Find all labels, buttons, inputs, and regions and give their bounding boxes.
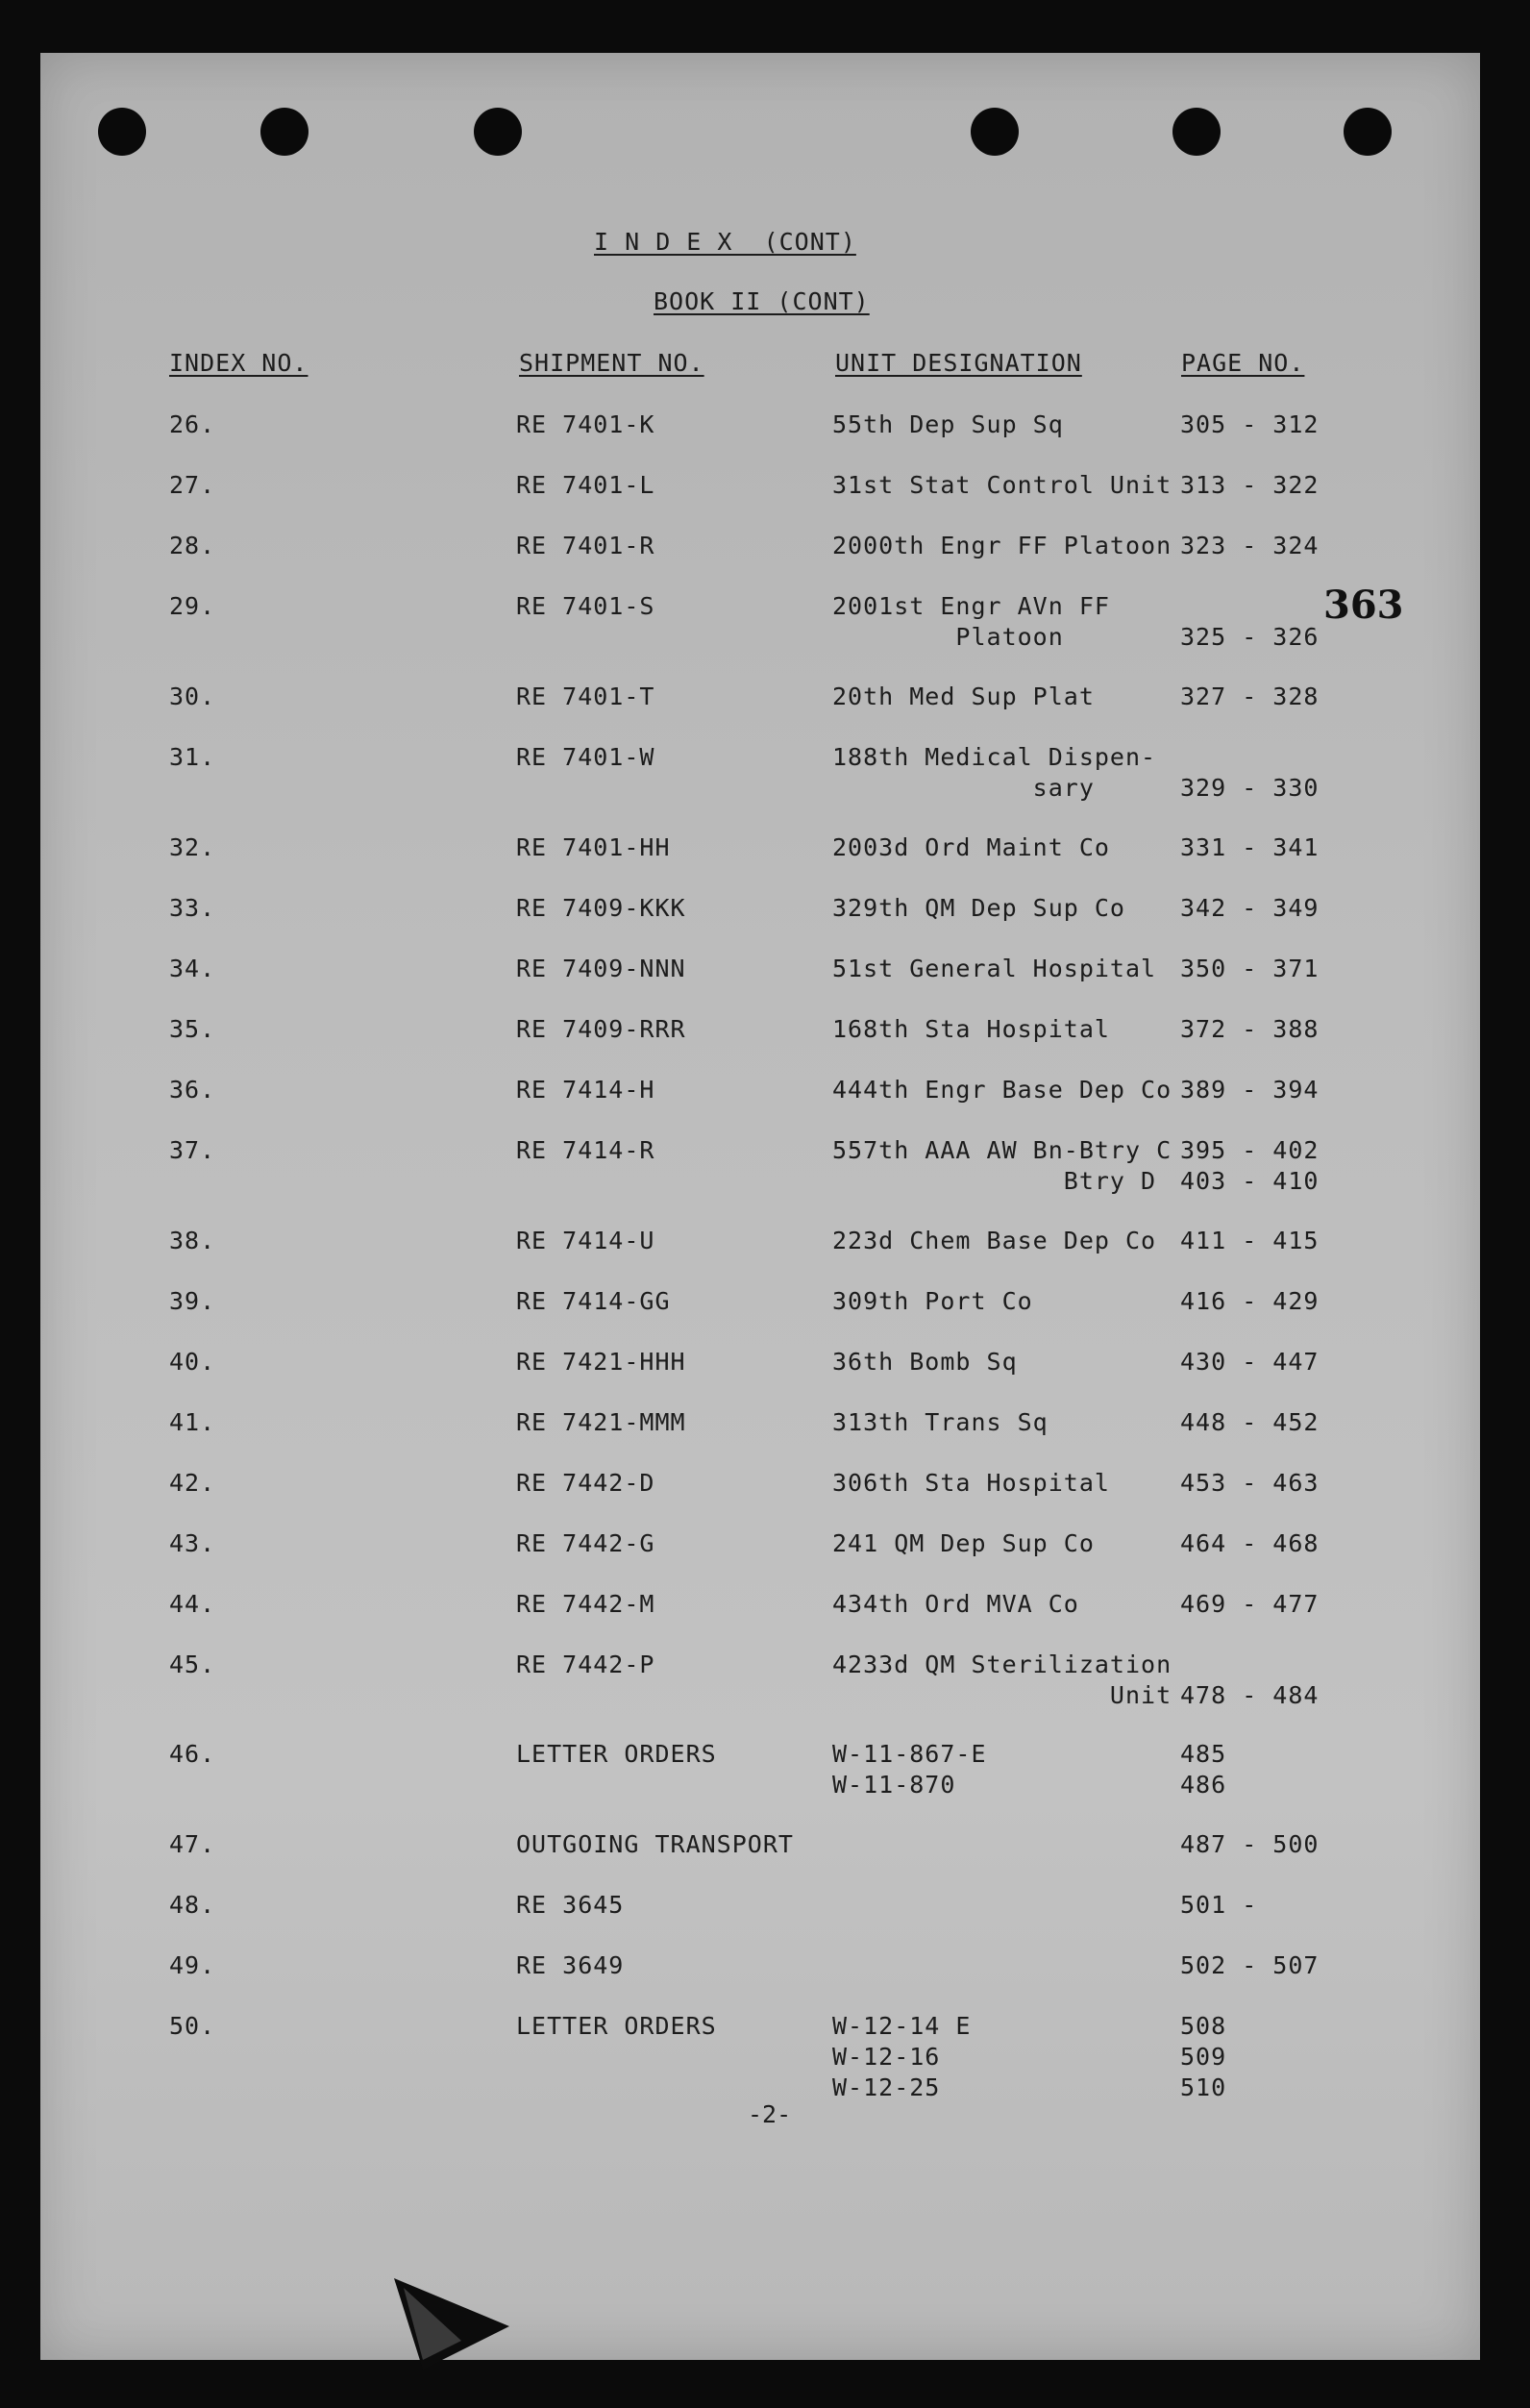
row-page-range: 313 - 322 xyxy=(1180,471,1320,499)
punch-hole xyxy=(474,108,522,156)
row-index: 29. xyxy=(169,592,216,620)
row-page-range: 389 - 394 xyxy=(1180,1076,1320,1104)
row-index: 26. xyxy=(169,410,216,438)
row-shipment: RE 7401-W xyxy=(516,743,655,771)
row-index: 45. xyxy=(169,1651,216,1678)
row-index: 39. xyxy=(169,1287,216,1315)
row-shipment: RE 7421-MMM xyxy=(516,1408,686,1436)
row-page-range: 469 - 477 xyxy=(1180,1590,1320,1618)
row-unit-designation: Btry D xyxy=(832,1167,1157,1195)
row-unit-designation: W-12-14 E xyxy=(832,2012,972,2040)
row-shipment: RE 7442-D xyxy=(516,1469,655,1497)
punch-hole xyxy=(98,108,146,156)
row-unit-designation: 444th Engr Base Dep Co xyxy=(832,1076,1172,1104)
row-shipment: RE 3645 xyxy=(516,1891,625,1919)
row-page-range: 464 - 468 xyxy=(1180,1529,1320,1557)
row-page-range: 486 xyxy=(1180,1771,1227,1799)
row-shipment: RE 7401-T xyxy=(516,683,655,710)
page-number: -2- xyxy=(748,2100,792,2128)
row-page-range: 509 xyxy=(1180,2043,1227,2071)
row-unit-designation: W-12-25 xyxy=(832,2073,941,2101)
row-unit-designation: 51st General Hospital xyxy=(832,955,1157,982)
stamp-number: 363 xyxy=(1323,583,1404,628)
page-subtitle: BOOK II (CONT) xyxy=(654,287,870,315)
column-header-page: PAGE NO. xyxy=(1181,349,1305,377)
document-page xyxy=(40,53,1480,2360)
row-shipment: LETTER ORDERS xyxy=(516,1740,717,1768)
row-unit-designation: 2000th Engr FF Platoon xyxy=(832,532,1172,559)
row-shipment: RE 7401-S xyxy=(516,592,655,620)
row-unit-designation: 31st Stat Control Unit xyxy=(832,471,1172,499)
row-shipment: RE 7401-R xyxy=(516,532,655,559)
row-index: 44. xyxy=(169,1590,216,1618)
row-shipment: LETTER ORDERS xyxy=(516,2012,717,2040)
row-index: 37. xyxy=(169,1136,216,1164)
row-index: 31. xyxy=(169,743,216,771)
row-page-range: 416 - 429 xyxy=(1180,1287,1320,1315)
row-unit-designation: 36th Bomb Sq xyxy=(832,1348,1018,1376)
row-index: 40. xyxy=(169,1348,216,1376)
row-page-range: 372 - 388 xyxy=(1180,1015,1320,1043)
punch-hole xyxy=(1172,108,1221,156)
row-index: 34. xyxy=(169,955,216,982)
page-title: I N D E X (CONT) xyxy=(594,228,856,256)
row-unit-designation: 329th QM Dep Sup Co xyxy=(832,894,1125,922)
row-page-range: 501 - xyxy=(1180,1891,1258,1919)
row-shipment: OUTGOING TRANSPORT xyxy=(516,1830,794,1858)
row-index: 43. xyxy=(169,1529,216,1557)
row-index: 47. xyxy=(169,1830,216,1858)
row-unit-designation: 168th Sta Hospital xyxy=(832,1015,1110,1043)
row-index: 49. xyxy=(169,1951,216,1979)
row-page-range: 323 - 324 xyxy=(1180,532,1320,559)
row-index: 30. xyxy=(169,683,216,710)
row-index: 36. xyxy=(169,1076,216,1104)
row-unit-designation: 241 QM Dep Sup Co xyxy=(832,1529,1095,1557)
row-shipment: RE 7442-M xyxy=(516,1590,655,1618)
row-index: 27. xyxy=(169,471,216,499)
row-shipment: RE 3649 xyxy=(516,1951,625,1979)
row-index: 42. xyxy=(169,1469,216,1497)
row-page-range: 342 - 349 xyxy=(1180,894,1320,922)
row-index: 50. xyxy=(169,2012,216,2040)
row-shipment: RE 7421-HHH xyxy=(516,1348,686,1376)
row-index: 48. xyxy=(169,1891,216,1919)
row-page-range: 478 - 484 xyxy=(1180,1681,1320,1709)
row-unit-designation: 306th Sta Hospital xyxy=(832,1469,1110,1497)
row-page-range: 325 - 326 xyxy=(1180,623,1320,651)
row-page-range: 487 - 500 xyxy=(1180,1830,1320,1858)
row-page-range: 331 - 341 xyxy=(1180,833,1320,861)
row-unit-designation: 434th Ord MVA Co xyxy=(832,1590,1079,1618)
row-page-range: 411 - 415 xyxy=(1180,1227,1320,1254)
row-unit-designation: 2001st Engr AVn FF xyxy=(832,592,1110,620)
row-page-range: 329 - 330 xyxy=(1180,774,1320,802)
row-shipment: RE 7409-RRR xyxy=(516,1015,686,1043)
row-shipment: RE 7414-R xyxy=(516,1136,655,1164)
row-unit-designation: 188th Medical Dispen- xyxy=(832,743,1157,771)
row-index: 38. xyxy=(169,1227,216,1254)
row-shipment: RE 7442-G xyxy=(516,1529,655,1557)
row-unit-designation: 20th Med Sup Plat xyxy=(832,683,1095,710)
row-unit-designation: 557th AAA AW Bn-Btry C xyxy=(832,1136,1172,1164)
row-page-range: 395 - 402 xyxy=(1180,1136,1320,1164)
row-shipment: RE 7401-L xyxy=(516,471,655,499)
column-header-index: INDEX NO. xyxy=(169,349,308,377)
row-page-range: 508 xyxy=(1180,2012,1227,2040)
row-page-range: 510 xyxy=(1180,2073,1227,2101)
row-unit-designation: 313th Trans Sq xyxy=(832,1408,1049,1436)
row-index: 35. xyxy=(169,1015,216,1043)
row-shipment: RE 7401-K xyxy=(516,410,655,438)
column-header-shipment: SHIPMENT NO. xyxy=(519,349,704,377)
row-page-range: 453 - 463 xyxy=(1180,1469,1320,1497)
row-page-range: 485 xyxy=(1180,1740,1227,1768)
row-unit-designation: 55th Dep Sup Sq xyxy=(832,410,1064,438)
row-shipment: RE 7414-H xyxy=(516,1076,655,1104)
row-unit-designation: W-12-16 xyxy=(832,2043,941,2071)
punch-hole xyxy=(971,108,1019,156)
row-shipment: RE 7442-P xyxy=(516,1651,655,1678)
row-page-range: 448 - 452 xyxy=(1180,1408,1320,1436)
row-unit-designation: 223d Chem Base Dep Co xyxy=(832,1227,1157,1254)
row-unit-designation: W-11-867-E xyxy=(832,1740,987,1768)
row-shipment: RE 7414-U xyxy=(516,1227,655,1254)
row-index: 28. xyxy=(169,532,216,559)
row-shipment: RE 7414-GG xyxy=(516,1287,671,1315)
row-index: 33. xyxy=(169,894,216,922)
row-shipment: RE 7409-NNN xyxy=(516,955,686,982)
row-shipment: RE 7401-HH xyxy=(516,833,671,861)
row-page-range: 502 - 507 xyxy=(1180,1951,1320,1979)
row-unit-designation: W-11-870 xyxy=(832,1771,956,1799)
row-index: 41. xyxy=(169,1408,216,1436)
punch-hole xyxy=(260,108,308,156)
row-index: 46. xyxy=(169,1740,216,1768)
row-page-range: 350 - 371 xyxy=(1180,955,1320,982)
row-unit-designation: Platoon xyxy=(832,623,1064,651)
row-unit-designation: 2003d Ord Maint Co xyxy=(832,833,1110,861)
punch-hole xyxy=(1344,108,1392,156)
row-unit-designation: 4233d QM Sterilization xyxy=(832,1651,1172,1678)
folded-corner-mark xyxy=(384,2269,519,2374)
row-unit-designation: sary xyxy=(832,774,1095,802)
column-header-unit: UNIT DESIGNATION xyxy=(835,349,1082,377)
row-page-range: 403 - 410 xyxy=(1180,1167,1320,1195)
row-unit-designation: Unit xyxy=(832,1681,1172,1709)
row-unit-designation: 309th Port Co xyxy=(832,1287,1033,1315)
row-page-range: 430 - 447 xyxy=(1180,1348,1320,1376)
row-page-range: 327 - 328 xyxy=(1180,683,1320,710)
row-shipment: RE 7409-KKK xyxy=(516,894,686,922)
row-index: 32. xyxy=(169,833,216,861)
row-page-range: 305 - 312 xyxy=(1180,410,1320,438)
